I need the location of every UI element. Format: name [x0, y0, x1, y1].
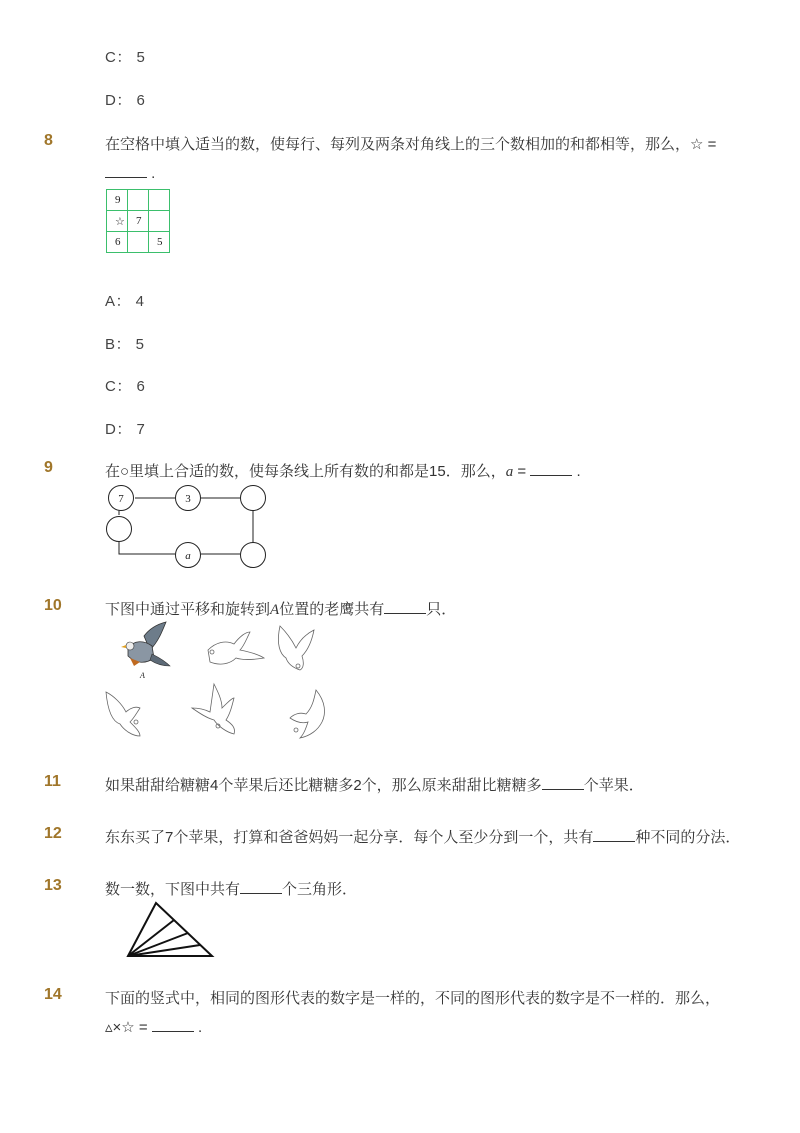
circle-node	[107, 517, 132, 542]
eagle-outline	[192, 684, 235, 734]
circle-label: 7	[118, 493, 124, 505]
grid-cell	[128, 232, 149, 253]
answer-blank[interactable]	[530, 463, 572, 476]
grid-cell	[128, 190, 149, 211]
eagle-outline	[290, 690, 324, 738]
question-text	[105, 460, 581, 481]
question-text-part: 东东买了7个苹果，打算和爸爸妈妈一起分享．每个人至少分到一个，共有	[105, 829, 594, 846]
variable-a: A	[270, 602, 280, 618]
question-text	[105, 598, 456, 619]
grid-cell: 9	[107, 190, 128, 211]
question-text-part: 数一数，下图中共有	[105, 881, 241, 898]
variable-a: a	[505, 464, 514, 480]
answer-blank[interactable]	[384, 601, 426, 614]
question-text-part: 个三角形．	[282, 881, 358, 898]
option-a[interactable]: A： 4	[105, 293, 145, 310]
question-text	[105, 774, 644, 795]
grid-cell: 7	[128, 211, 149, 232]
circle-line-figure	[104, 483, 270, 571]
grid-cell	[149, 211, 170, 232]
grid-cell: 6	[107, 232, 128, 253]
question-number: 14	[44, 986, 62, 1003]
question-text	[105, 826, 740, 847]
equals-sign: =	[513, 463, 531, 480]
answer-blank[interactable]	[105, 165, 147, 178]
eagle-a-image	[121, 622, 170, 666]
grid-cell: ☆	[107, 211, 128, 232]
period: .	[198, 1019, 203, 1036]
question-text	[105, 878, 357, 899]
eagle-outline	[278, 626, 314, 670]
question-text: 在空格中填入适当的数，使每行、每列及两条对角线上的三个数相加的和都相等，那么，☆ =	[105, 136, 717, 153]
grid-cell	[149, 190, 170, 211]
option-c[interactable]: C： 6	[105, 378, 146, 395]
question-text-part: 种不同的分法．	[635, 829, 741, 846]
question-number: 9	[44, 459, 53, 476]
option-d[interactable]: D： 6	[105, 92, 146, 109]
question-number: 11	[44, 773, 61, 790]
option-d[interactable]: D： 7	[105, 421, 146, 438]
answer-blank[interactable]	[240, 881, 282, 894]
eagle-outline	[208, 632, 264, 664]
circle-label: a	[185, 550, 191, 562]
question-text-part: 下图中通过平移和旋转到	[105, 601, 271, 618]
period: .	[572, 463, 581, 480]
eagle-outline	[106, 692, 140, 736]
eagle-label: A	[140, 671, 145, 680]
answer-blank[interactable]	[542, 777, 584, 790]
option-c[interactable]: C： 5	[105, 49, 146, 66]
question-text: 下面的竖式中，相同的图形代表的数字是一样的，不同的图形代表的数字是不一样的．那么，	[105, 990, 721, 1007]
question-number: 8	[44, 132, 53, 149]
question-answer-line	[105, 165, 155, 182]
circle-node	[241, 486, 266, 511]
question-number: 12	[44, 825, 62, 842]
circle-node	[241, 543, 266, 568]
question-text-part: 在○里填上合适的数，使每条线上所有数的和都是15．那么，	[105, 463, 506, 480]
answer-blank[interactable]	[152, 1019, 194, 1032]
question-text-part: 如果甜甜给糖糖4个苹果后还比糖糖多2个，那么原来甜甜比糖糖多	[105, 777, 542, 794]
period: .	[151, 165, 156, 182]
question-number: 13	[44, 877, 62, 894]
answer-blank[interactable]	[593, 829, 635, 842]
question-text-part: ▵×☆ =	[105, 1019, 148, 1036]
eagles-figure	[100, 618, 340, 748]
question-number: 10	[44, 597, 62, 614]
option-b[interactable]: B： 5	[105, 336, 145, 353]
question-text-part: 只．	[426, 601, 457, 618]
question-answer-line	[105, 1018, 202, 1036]
question-text-part: 位置的老鹰共有	[279, 601, 385, 618]
triangle-figure	[126, 900, 216, 960]
circle-label: 3	[185, 493, 191, 505]
magic-square-grid	[106, 189, 170, 253]
grid-cell: 5	[149, 232, 170, 253]
question-text-part: 个苹果．	[583, 777, 644, 794]
